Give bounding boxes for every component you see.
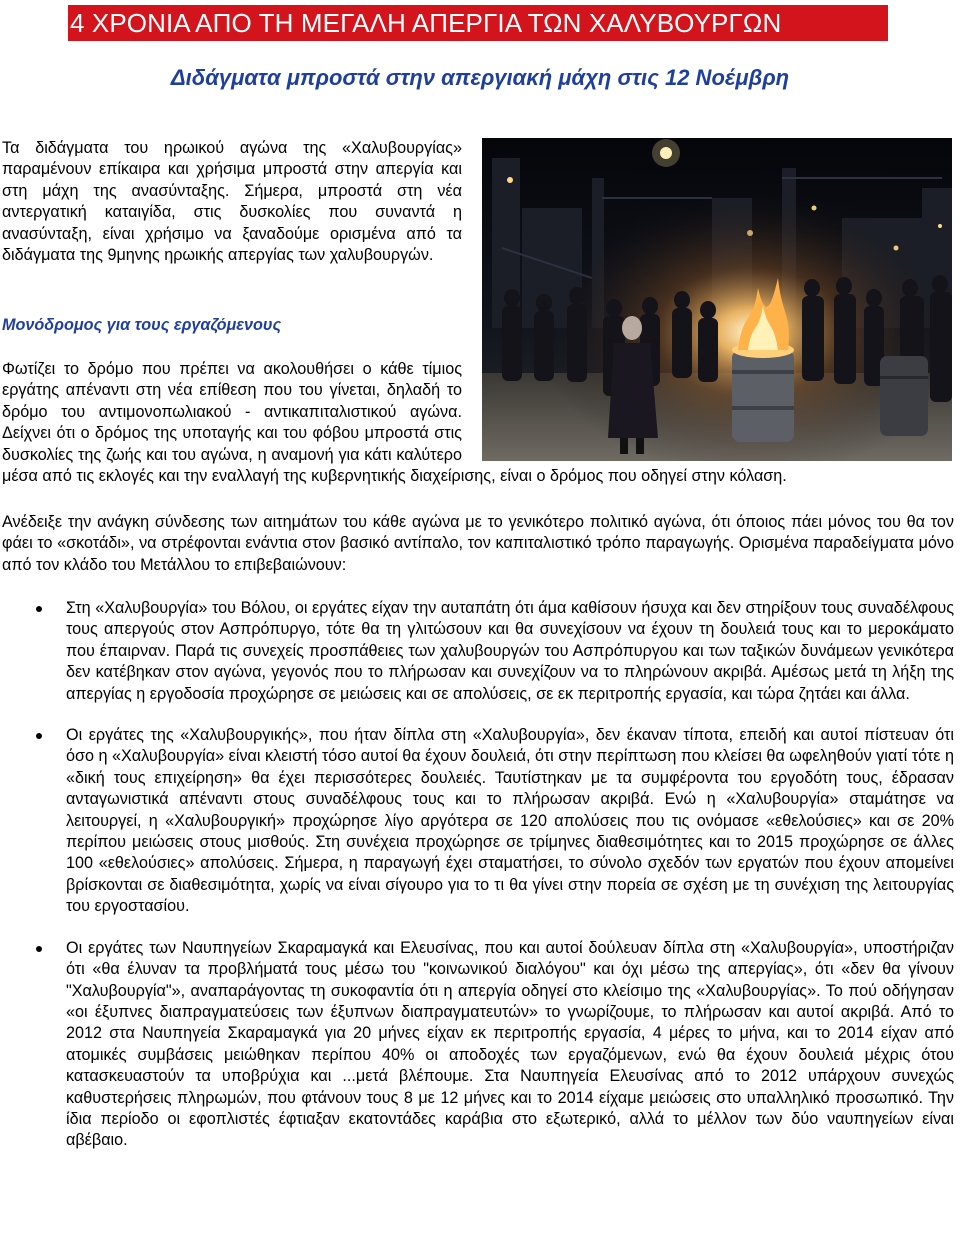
list-item-text: Στη «Χαλυβουργία» του Βόλου, οι εργάτες είχαν την αυταπάτη ότι άμα καθίσουν ήσυχα και δεν στηρίξουν τους συναδέλφους τους απεργούς στον Ασπρόπυργο, τότε θα τη γλιτώσουν και θα συνεχίσουν να έχουν τη δουλειά τους και το μεροκάματο που έπαιρναν. Παρά τις συνεχείς προσπάθειες των χαλυβουργών του Ασπρόπυργου και των ταξικών δυνάμεων γενικότερα δεν κατέβηκαν στον αγώνα, γεγονός που το πλήρωσαν και συνεχίζουν να το πληρώνουν ακριβά. Αμέσως μετά τη λήξη της απεργίας η εργοδοσία προχώρησε σε μειώσεις και σε απολύσεις, σε εκ περιτροπής εργασία, και τώρα ζητάει και άλλα.: [66, 599, 954, 703]
page-title: 4 ΧΡΟΝΙΑ ΑΠΟ ΤΗ ΜΕΓΑΛΗ ΑΠΕΡΓΙΑ ΤΩΝ ΧΑΛΥΒΟΥΡΓΩΝ: [68, 5, 888, 41]
intro-paragraph: Τα διδάγματα του ηρωικού αγώνα της «Χαλυβουργίας» παραμένουν επίκαιρα και χρήσιμα μπροστά στην απεργία και στη μάχη της ανασύνταξης. Σήμερα, μπροστά στη νέα αντεργατική καταιγίδα, στις δυσκολίες που συναντά η ανασύνταξη, είναι χρήσιμο να ξαναδούμε ορισμένα από τα διδάγματα της 9μηνης ηρωικής απεργίας των χαλυβουργών.: [2, 139, 462, 265]
list-item: [0, 598, 954, 705]
section-paragraph-2: Ανέδειξε την ανάγκη σύνδεσης των αιτημάτων του κάθε αγώνα με το γενικότερο πολιτικό αγώνα, ότι όποιος πάει μόνος του θα τον φάει το «σκοτάδι», να στρέφονται ενάντια στον βασικό αντίπαλο, τον καπιταλιστικό τρόπο παραγωγής. Ορισμένα παραδείγματα μόνο από τον κλάδο του Μετάλλου το επιβεβαιώνουν:: [2, 513, 954, 574]
examples-list: [0, 598, 960, 1152]
list-item: [0, 938, 954, 1152]
section-heading: Μονόδρομος για τους εργαζόμενους: [2, 316, 282, 334]
photo-illustration: [482, 138, 952, 461]
intro-block: [2, 138, 462, 266]
section-paragraph-1: Φωτίζει το δρόμο που πρέπει να ακολουθήσει ο κάθε τίμιος εργάτης απέναντι στη νέα επίθεση που του γίνεται, δηλαδή το δρόμο του αντιμονοπωλιακού - αντικαπιταλιστικού αγώνα. Δείχνει ότι ο δρόμος της υποταγής και του φόβου μπροστά στις δυσκολίες της ζωής και του αγώνα, η αναμονή για κάτι καλύτερο μέσα από τις εκλογές και την εναλλαγή της κυβερνητικής διαχείρισης, είναι ο δρόμος που οδηγεί στην κόλαση.: [2, 360, 787, 486]
bullet-icon: [36, 946, 42, 952]
page-subtitle: Διδάγματα μπροστά στην απεργιακή μάχη στις 12 Νοέμβρη: [170, 65, 790, 90]
bullet-icon: [36, 733, 42, 739]
section-body: [2, 359, 952, 487]
list-item-text: Οι εργάτες των Ναυπηγείων Σκαραμαγκά και Ελευσίνας, που και αυτοί δούλευαν δίπλα στη «Χαλυβουργία», υποστήριζαν ότι «θα έλυναν τα προβλήματά τους μέσω του "κοινωνικού διαλόγου" και όχι μέσω της απεργίας», ότι «δεν θα γίνουν "Χαλυβουργία"», αναπαράγοντας τη συκοφαντία ότι η απεργία οδηγεί στο κλείσιμο της «Χαλυβουργίας». Το πού οδήγησαν «οι έξυπνες διαπραγματεύσεις των έξυπνων διαπραγματευτών» το γνωρίζουμε, το πλήρωσαν και αυτοί ακριβά. Από το 2012 στα Ναυπηγεία Σκαραμαγκά για 20 μήνες είχαν εκ περιτροπής εργασία, 4 μέρες το μήνα, και το 2014 είχαν από ατομικές συμβάσεις μειώθηκαν περίπου 40% οι αποδοχές των εργαζόμενων, ενώ θα έχουν δουλειά μέχρις ότου κατασκευαστούν τα υποβρύχια και ...μετά βλέπουμε. Στα Ναυπηγεία Ελευσίνας από το 2012 υπάρχουν συνεχώς καθυστερήσεις πληρωμών, που φτάνουν τους 8 με 12 μήνες και το 2014 είχαμε μειώσεις στο υπαλληλικό προσωπικό. Την ίδια περίοδο οι εφοπλιστές έφτιαξαν εκατοντάδες καράβια στο εξωτερικό, αλλά το μέλλον των δύο ναυπηγείων είναι αβέβαιο.: [66, 938, 954, 1150]
section-paragraph-2-block: [2, 512, 954, 576]
strike-night-photo: [482, 138, 952, 461]
bullet-icon: [36, 606, 42, 612]
list-item: [0, 725, 954, 918]
list-item-text: Οι εργάτες της «Χαλυβουργικής», που ήταν δίπλα στη «Χαλυβουργία», δεν έκαναν τίποτα, επειδή και αυτοί πίστευαν ότι όσο η «Χαλυβουργία» είναι κλειστή τόσο αυτοί θα έχουν δουλειά, ότι στην περίπτωση που κλείσει θα ωφεληθούν γιατί τότε η «δική τους επιχείρηση» θα έχει περισσότερες δουλειές. Ταυτίστηκαν με τα συμφέροντα του εργοδότη τους, έδρασαν ανταγωνιστικά απέναντι στους συναδέλφους τους και το πλήρωσαν ακριβά. Ενώ η «Χαλυβουργία» σταμάτησε να λειτουργεί, η «Χαλυβουργική» προχώρησε λίγο αργότερα σε 120 απολύσεις που τις ονόμασε «εθελούσιες» και σε 20% περίπου μειώσεις στους μισθούς. Στη συνέχεια προχώρησε σε τρίμηνες διαθεσιμότητες και το 2015 προχώρησε σε άλλες 100 «εθελούσιες» απολύσεις. Σήμερα, η παραγωγή έχει σταματήσει, το σύνολο σχεδόν των εργατών που έχουν απομείνει βρίσκονται σε διαθεσιμότητα, χωρίς να είναι σίγουρο για το τι θα γίνει στην πορεία σε σχέση με τη συνέχιση της λειτουργίας του εργοστασίου.: [66, 726, 955, 916]
